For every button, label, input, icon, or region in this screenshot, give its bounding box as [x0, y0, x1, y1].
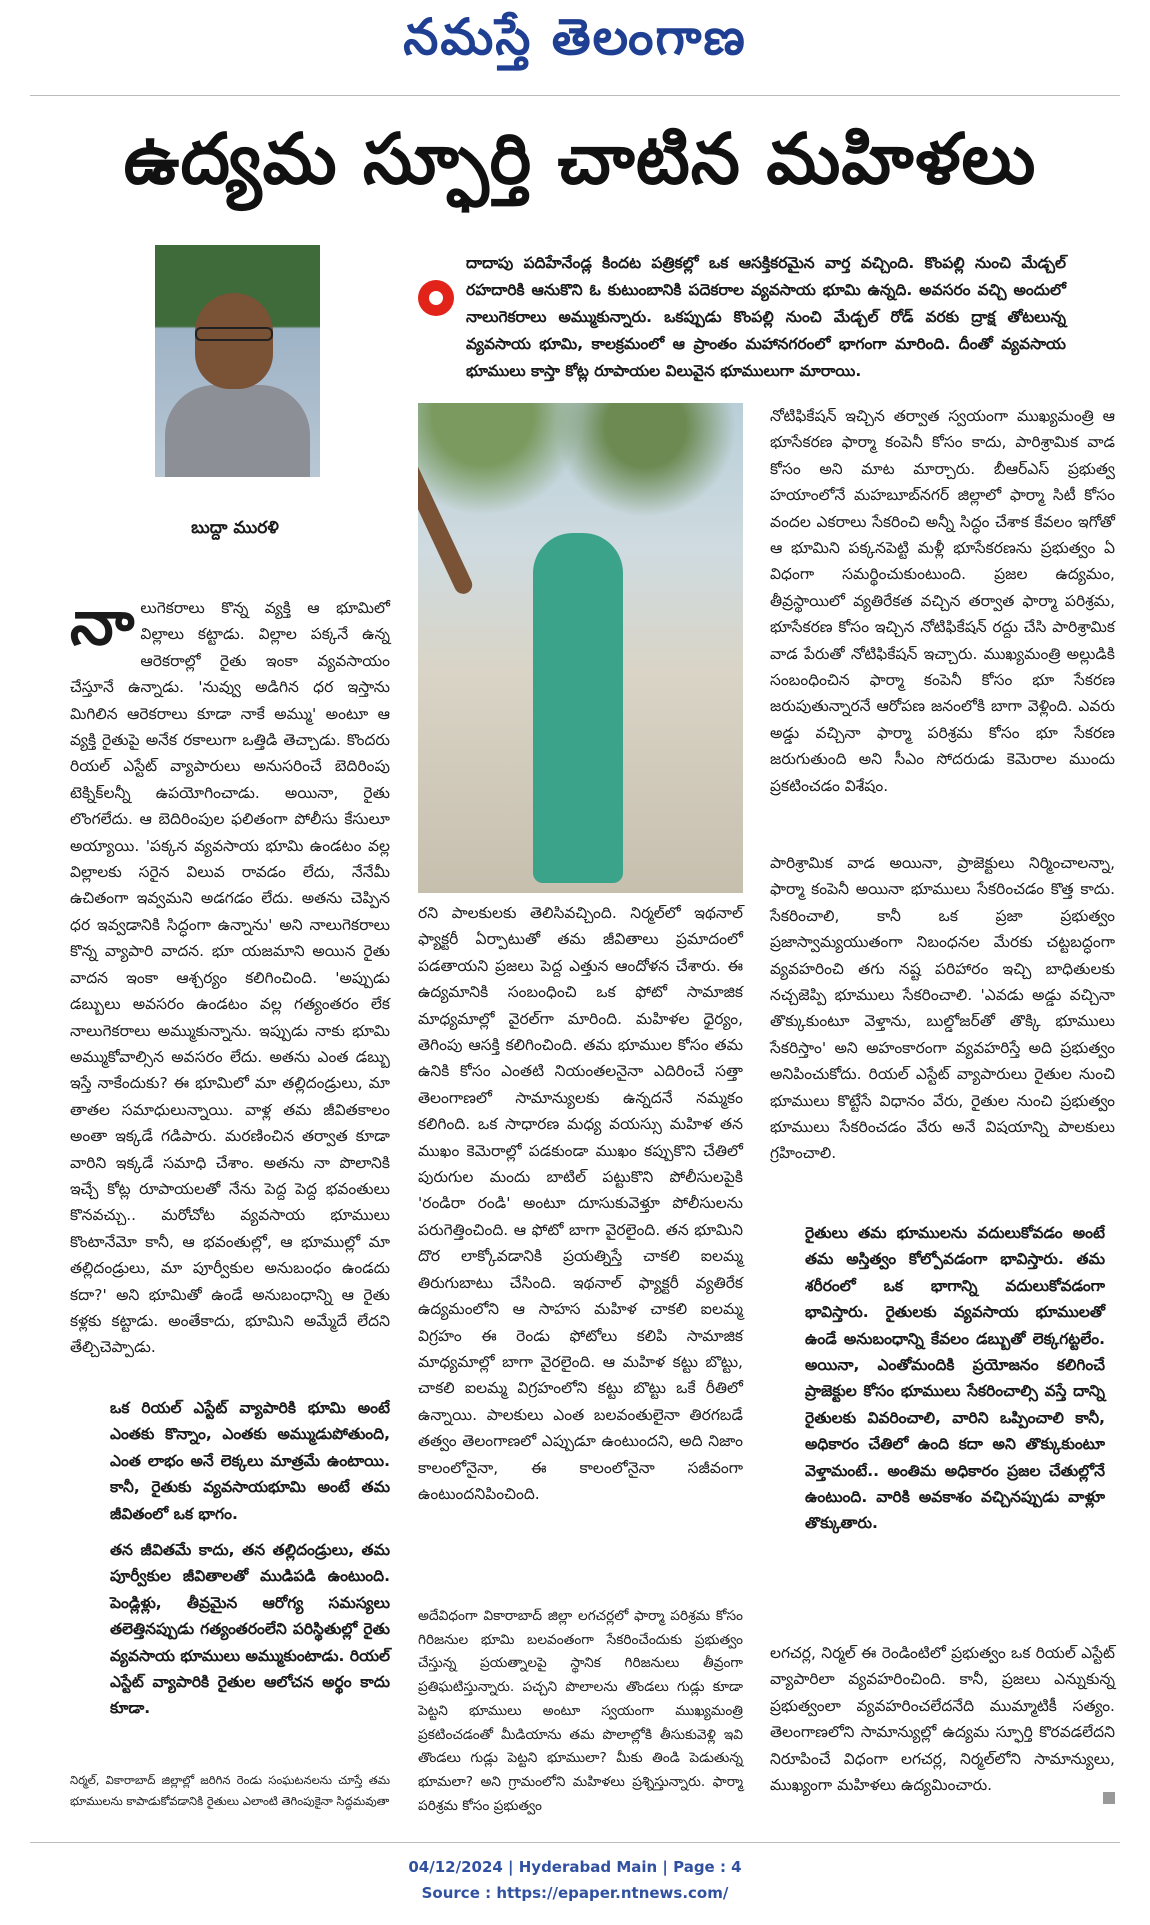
end-mark-icon [1103, 1792, 1115, 1804]
column-1-bottom [70, 1770, 390, 1821]
column-2-bottom [418, 1605, 743, 1828]
pull-quote-2: తన జీవితమే కాదు, తన తల్లిదండ్రులు, తమ పూర్వీకుల జీవితాలతో ముడిపడి ఉంటుంది. పెండ్లిళ్లు, తీవ్రమైన ఆరోగ్య సమస్యలు తలెత్తినప్పుడు గత్యంతరంలేని పరిస్థితుల్లో రైతు వ్యవసాయ భూములు అమ్ముకుంటాడు. రియల్ ఎస్టేట్ వ్యాపారికి రైతుల ఆలోచన అర్థం కాదు కూడా. [110, 1541, 390, 1718]
author-photo [155, 245, 320, 477]
col1-paragraph-1: నాలుగెకరాలు కొన్న వ్యక్తి ఆ భూమిలో విల్లాలు కట్టాడు. విల్లాల పక్కనే ఉన్న ఆరెకరాల్లో రైతు ఇంకా వ్యవసాయం చేస్తూనే ఉన్నాడు. 'నువ్వు అడిగిన ధర ఇస్తాను మిగిలిన ఆరెకరాలు కూడా నాకే అమ్ము' అంటూ ఆ వ్యక్తి రైతుపై అనేక రకాలుగా ఒత్తిడి తెచ్చాడు. కొందరు రియల్ ఎస్టేట్ వ్యాపారులు అనుసరించే బెదిరింపు టెక్నిక్‌లన్నీ ఉపయోగించాడు. అయినా, రైతు లొంగలేదు. ఆ బెదిరింపుల ఫలితంగా పోలీసు కేసులూ అయ్యాయి. 'పక్కన వ్యవసాయ భూమి ఉండటం వల్ల విల్లాలకు సరైన విలువ రావడం లేదు, నేనేమీ ఉచితంగా ఇవ్వమని అడగడం లేదు. అతను చెప్పిన ధర ఇవ్వడానికి సిద్ధంగా ఉన్నాను' అని నాలుగెకరాలు కొన్న వ్యాపారి వాదన. భూ యజమాని అయిన రైతు వాదన ఇంకా ఆశ్చర్యం కలిగించింది. 'అప్పుడు డబ్బులు అవసరం ఉండటం వల్ల గత్యంతరం లేక నాలుగెకరాలు అమ్ముకున్నాను. ఇప్పుడు నాకు భూమి అమ్ముకోవాల్సిన అవసరం లేదు. అతను ఎంత డబ్బు ఇస్తే నాకేందుకు? ఈ భూమిలో మా తల్లిదండ్రులు, మా తాతల సమాధులున్నాయి. వాళ్ల తమ జీవితకాలం అంతా ఇక్కడే గడిపారు. మరణించిన తర్వాత కూడా వారిని ఇక్కడే సమాధి చేశాం. అతను నా పొలానికి ఇచ్చే కోట్ల రూపాయలతో నేను పెద్ద పెద్ద భవంతులు కొనవచ్చు.. మరోచోట వ్యవసాయ భూములు కొంటానేమో కానీ, ఆ భవంతుల్లో, ఆ భూముల్లో మా తల్లిదండ్రులు, మా పూర్వీకుల అనుబంధం ఉండదు కదా?' అని భూమితో ఉండే అనుబంధాన్ని ఆ రైతు కళ్లకు కట్టాడు. అంతేకాదు, భూమిని అమ్మేదే లేదని తేల్చిచెప్పాడు. [70, 586, 390, 1357]
col3-paragraph-1: నోటిఫికేషన్ ఇచ్చిన తర్వాత స్వయంగా ముఖ్యమంత్రి ఆ భూసేకరణ ఫార్మా కంపెనీ కోసం కాదు, పారిశ్రామిక వాడ కోసం అని మాట మార్చారు. బీఆర్ఎస్ ప్రభుత్వ హయాంలోనే మహబూబ్‌నగర్ జిల్లాలో ఫార్మా సిటీ కోసం వందల ఎకరాలు సేకరించి అన్నీ సిద్ధం చేశాక కేవలం ఇగోతో ఆ భూమిని పక్కనపెట్టి మళ్లీ భూసేకరణను ప్రభుత్వం ఏ విధంగా సమర్థించుకుంటుంది. ప్రజల ఉద్యమం, తీవ్రస్థాయిలో వ్యతిరేకత వచ్చిన తర్వాత ఫార్మా పరిశ్రమ, భూసేకరణ కోసం ఇచ్చిన నోటిఫికేషన్ రద్దు చేసి పారిశ్రామిక వాడ పేరుతో నోటిఫికేషన్ ఇచ్చారు. ముఖ్యమంత్రి అల్లుడికి సంబంధించిన ఫార్మా కంపెనీ కోసం భూ సేకరణ జరుపుతున్నారనే ఆరోపణ జనంలోకి బాగా వెళ్లింది. ఎవరు అడ్డు వచ్చినా ఫార్మా పరిశ్రమ కోసం భూ సేకరణ జరుగుతుంది అని సీఎం సోదరుడు కెమెరాల ముందు ప్రకటించడం విశేషం. [770, 407, 1115, 795]
pull-quote-1: ఒక రియల్ ఎస్టేట్ వ్యాపారికి భూమి అంటే ఎంతకు కొన్నాం, ఎంతకు అమ్ముడుపోతుంది, ఎంత లాభం అనే లెక్కలు మాత్రమే ఉంటాయి. కానీ, రైతుకు వ్యవసాయభూమి అంటే తమ జీవితంలో ఒక భాగం. [110, 1399, 390, 1523]
col2-paragraph-1: రని పాలకులకు తెలిసివచ్చింది. నిర్మల్‌లో ఇథనాల్ ఫ్యాక్టరీ ఏర్పాటుతో తమ జీవితాలు ప్రమాదంలో పడతాయని ప్రజలు పెద్ద ఎత్తున ఆందోళన చేశారు. ఈ ఉద్యమానికి సంబంధించి ఒక ఫోటో సామాజిక మాధ్యమాల్లో వైరల్‌గా మారింది. మహిళల ధైర్యం, తెగింపు ఆసక్తి కలిగించింది. తమ భూముల కోసం తమ ఉనికి కోసం ఎంతటి నియంతలనైనా ఎదిరించే సత్తా తెలంగాణలో సామాన్యులకు ఉన్నదనే నమ్మకం కలిగింది. ఒక సాధారణ మధ్య వయస్సు మహిళ తన ముఖం కెమెరాల్లో పడకుండా ముఖం కప్పుకొని చేతిలో పురుగుల మందు బాటిల్ పట్టుకొని పోలీసులపైకి 'రండిరా రండి' అంటూ దూసుకువెళ్తూ పోలీసులను పరుగెత్తించింది. ఆ ఫోటో బాగా వైరలైంది. తన భూమిని దొర లాక్కోవడానికి ప్రయత్నిస్తే చాకలి ఐలమ్మ తిరుగుబాటు చేసింది. ఇథనాల్ ఫ్యాక్టరీ వ్యతిరేక ఉద్యమంలోని ఆ సాహస మహిళ చాకలి ఐలమ్మ విగ్రహం ఈ రెండు ఫోటోలు కలిపి సామాజిక మాధ్యమాల్లో బాగా వైరలైంది. ఆ మహిళ కట్టు బొట్టు, చాకలి ఐలమ్మ విగ్రహంలోని కట్టు బొట్టు ఒకే రీతిలో ఉన్నాయి. పాలకులు ఎంత బలవంతులైనా తిరగబడే తత్వం తెలంగాణలో ఎప్పుడూ ఉంటుందని, అది నిజాం కాలంలోనైనా, ఈ కాలంలోనైనా సజీవంగా ఉంటుందనిపించింది. [418, 904, 743, 1503]
intro-paragraph: దాదాపు పదిహేనేండ్ల కిందట పత్రికల్లో ఒక ఆసక్తికరమైన వార్త వచ్చింది. కొంపల్లి నుంచి మేడ్చల్ రహదారికి ఆనుకొని ఓ కుటుంబానికి పదెకరాల వ్యవసాయ భూమి ఉన్నది. అవసరం వచ్చి అందులో నాలుగెకరాలు అమ్ముకున్నారు. ఒకప్పుడు కొంపల్లి నుంచి మేడ్చల్ రోడ్ వరకు ద్రాక్ష తోటలున్న వ్యవసాయ భూమి, కాలక్రమంలో ఆ ప్రాంతం మహానగరంలో భాగంగా మారింది. దీంతో వ్యవసాయ భూములు కాస్తా కోట్ల రూపాయల విలువైన భూములుగా మారాయి. [466, 254, 1066, 380]
protest-photo [418, 403, 743, 893]
column-2 [418, 900, 743, 1517]
col2-paragraph-2: అదేవిధంగా వికారాబాద్ జిల్లా లగచర్లలో ఫార్మా పరిశ్రమ కోసం గిరిజనుల భూమి బలవంతంగా సేకరించేందుకు ప్రభుత్వం చేస్తున్న ప్రయత్నాలపై స్థానిక గిరిజనులు తీవ్రంగా ప్రతిఘటిస్తున్నారు. పచ్చని పొలాలను తొండలు గుడ్లు కూడా పెట్టని భూములు అంటూ స్వయంగా ముఖ్యమంత్రి ప్రకటించడంతో మీడియాను తమ పొలాల్లోకి తీసుకువెళ్లి ఇవి తొండలు గుడ్లు పెట్టని భూములా? మీకు తిండి పెడుతున్న భూమలా? అని గ్రామంలోని మహిళలు ప్రశ్నిస్తున్నారు. ఫార్మా పరిశ్రమ కోసం ప్రభుత్వం [418, 1608, 743, 1814]
column-3-middle [770, 850, 1115, 1177]
column-3-bottom [770, 1640, 1115, 1808]
col3-paragraph-3: లగచర్ల, నిర్మల్ ఈ రెండింటిలో ప్రభుత్వం ఒక రియల్ ఎస్టేట్ వ్యాపారిలా వ్యవహరించింది. కానీ, ప్రజలు ఎన్నుకున్న ప్రభుత్వంలా వ్యవహరించలేదనేది ముమ్మాటికీ సత్యం. తెలంగాణలోని సామాన్యుల్లో ఉద్యమ స్ఫూర్తి కొరవడలేదని నిరూపించే విధంగా లగచర్ల, నిర్మల్‌లోని సామాన్యులు, ముఖ్యంగా మహిళలు ఉద్యమించారు. [770, 1644, 1115, 1795]
author-name: బుద్దా మురళి [191, 518, 279, 538]
footer-divider [30, 1842, 1120, 1843]
pull-quote-3: రైతులు తమ భూములను వదులుకోవడం అంటే తమ అస్తిత్వం కోల్పోవడంగా భావిస్తారు. తమ శరీరంలో ఒక భాగాన్ని వదులుకోవడంగా భావిస్తారు. రైతులకు వ్యవసాయ భూములతో ఉండే అనుబంధాన్ని కేవలం డబ్బుతో లెక్కగట్టలేం. అయినా, ఎంతోమందికి ప్రయోజనం కలిగించే ప్రాజెక్టుల కోసం భూములు సేకరించాల్సి వస్తే దాన్ని రైతులకు వివరించాలి, వారిని ఒప్పించాలి కానీ, అధికారం చేతిలో ఉంది కదా అని తొక్కుకుంటూ వెళ్తామంటే.. అంతిమ అధికారం ప్రజల చేతుల్లోనే ఉంటుంది. వారికి అవకాశం వచ్చినప్పుడు వాళ్లూ తొక్కుతారు. [805, 1224, 1105, 1533]
drop-cap: నా [70, 586, 135, 659]
column-3-pull-quote [805, 1220, 1105, 1547]
footer-date-line: 04/12/2024 | Hyderabad Main | Page : 4 [408, 1858, 742, 1876]
column-1-pull-quote [110, 1395, 390, 1732]
masthead-logo: నమస్తే తెలంగాణ [403, 8, 747, 66]
bullet-icon [418, 280, 454, 316]
col1-paragraph-2: నిర్మల్, వికారాబాద్ జిల్లాల్లో జరిగిన రెండు సంఘటనలను చూస్తే తమ భూములను కాపాడుకోవడానికి రైతులు ఎలాంటి తెగింపుకైనా సిద్ధమవుతా [70, 1773, 390, 1808]
footer-source-link[interactable]: Source : https://epaper.ntnews.com/ [421, 1884, 729, 1902]
col3-paragraph-2: పారిశ్రామిక వాడ అయినా, ప్రాజెక్టులు నిర్మించాలన్నా, ఫార్మా కంపెనీ అయినా భూములు సేకరించడం కొత్త కాదు. సేకరించాలి, కానీ ఒక ప్రజా ప్రభుత్వం ప్రజాస్వామ్యయుతంగా నిబంధనల మేరకు చట్టబద్ధంగా వ్యవహరించి తగు నష్ట పరిహారం ఇచ్చి బాధితులకు నచ్చజెప్పి భూములు సేకరించాలి. 'ఎవడు అడ్డు వచ్చినా తొక్కుకుంటూ వెళ్తాను, బుల్డోజర్‌తో తొక్కి భూములు సేకరిస్తాం' అని అహంకారంగా వ్యవహరిస్తే అది ప్రభుత్వం అనిపించుకోదు. రియల్ ఎస్టేట్ వ్యాపారులు రైతుల నుంచి భూములు కొట్టేసే విధానం వేరు, రైతుల నుంచి ప్రభుత్వం భూములు సేకరించడం వేరు అనే విషయాన్ని పాలకులు గ్రహించాలి. [770, 854, 1115, 1163]
masthead-divider [30, 95, 1120, 96]
headline: ఉద్యమ స్ఫూర్తి చాటిన మహిళలు [123, 118, 1037, 200]
column-3 [770, 403, 1115, 809]
column-1 [70, 586, 390, 1371]
